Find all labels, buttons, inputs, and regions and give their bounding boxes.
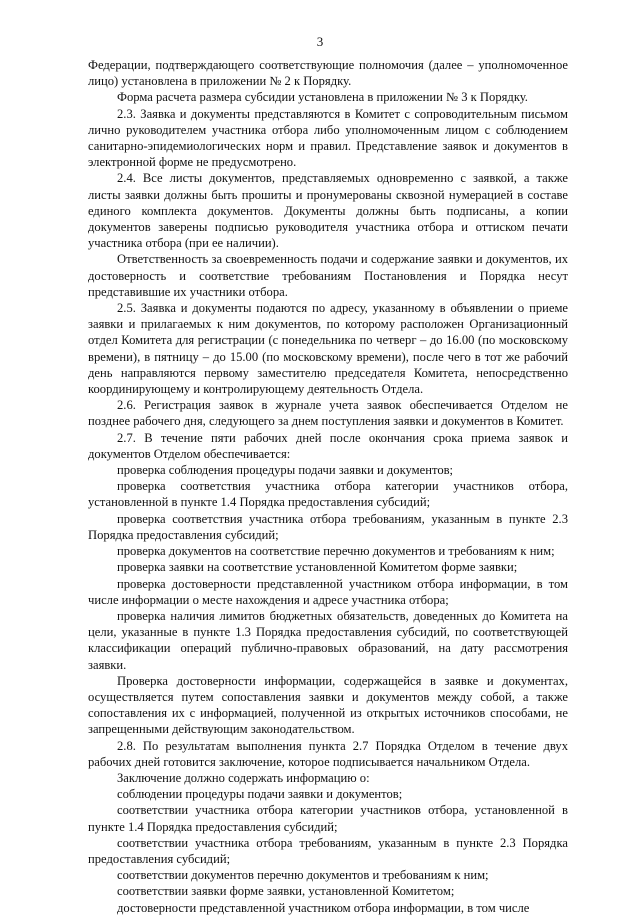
- list-item: соответствии участника отбора категории участников отбора, установленной в пункте 1.4 Порядка предоставления субсидий;: [88, 803, 568, 834]
- paragraph-2-8: 2.8. По результатам выполнения пункта 2.7 Порядка Отделом в течение двух рабочих дней готовится заключение, которое подписывается начальником Отдела.: [88, 738, 568, 769]
- paragraph-2-4: 2.4. Все листы документов, представляемых одновременно с заявкой, а также листы заявки должны быть прошиты и пронумерованы сквозной нумерацией в составе единого комплекта документов. Документы должны быть подписаны, а копии документов заверены подписью руководителя участника отбора и оттиском печати участника отбора (при ее наличии).: [88, 171, 568, 251]
- list-item: соответствии заявки форме заявки, установленной Комитетом;: [117, 884, 455, 899]
- list-item: соответствии участника отбора требованиям, указанным в пункте 2.3 Порядка предоставления субсидий;: [88, 835, 568, 866]
- list-item: проверка заявки на соответствие установленной Комитетом форме заявки;: [117, 560, 518, 575]
- paragraph-2-7: 2.7. В течение пяти рабочих дней после окончания срока приема заявок и документов Отделом обеспечивается:: [88, 430, 568, 461]
- list-item: проверка достоверности представленной участником отбора информации, в том числе информации о месте нахождения и адресе участника отбора;: [88, 576, 568, 607]
- list-item: проверка документов на соответствие перечню документов и требованиям к ним;: [117, 544, 555, 559]
- list-item: соблюдении процедуры подачи заявки и документов;: [117, 787, 403, 802]
- list-item: проверка соблюдения процедуры подачи заявки и документов;: [117, 463, 454, 478]
- list-item: проверка соответствия участника отбора требованиям, указанным в пункте 2.3 Порядка предоставления субсидий;: [88, 511, 568, 542]
- list-item: достоверности представленной участником отбора информации, в том числе: [117, 900, 530, 915]
- paragraph-2-5: 2.5. Заявка и документы подаются по адресу, указанному в объявлении о приеме заявки и прилагаемых к ним документов, по которому расположен Организационный отдел Комитета для регистрации (с понедельника по четверг – до 16.00 (по московскому времени), в пятницу – до 15.00 (по московскому времени), после чего в тот же рабочий день направляются первому заместителю председателя Комитета, непосредственно координирующему и контролирующему деятельность Отдела.: [88, 301, 568, 397]
- paragraph: Проверка достоверности информации, содержащейся в заявке и документах, осуществляется путем сопоставления заявки и документов между собой, а также сопоставления их с информацией, полученной из открытых источников способами, не запрещенными действующим законодательством.: [88, 673, 568, 737]
- paragraph: Заключение должно содержать информацию о:: [117, 770, 370, 785]
- page-number: 3: [316, 34, 324, 49]
- paragraph: Форма расчета размера субсидии установлена в приложении № 3 к Порядку.: [117, 90, 528, 105]
- paragraph-2-6: 2.6. Регистрация заявок в журнале учета заявок обеспечивается Отделом не позднее рабочего дня, следующего за днем поступления заявки и документов в Комитет.: [88, 398, 568, 429]
- document-body: [88, 57, 568, 916]
- list-item: соответствии документов перечню документов и требованиям к ним;: [117, 868, 489, 883]
- paragraph-continuation: Федерации, подтверждающего соответствующие полномочия (далее – уполномоченное лицо) установлена в приложении № 2 к Порядку.: [88, 58, 568, 89]
- list-item: проверка соответствия участника отбора категории участников отбора, установленной в пункте 1.4 Порядка предоставления субсидий;: [88, 479, 568, 510]
- paragraph-2-3: 2.3. Заявка и документы представляются в Комитет с сопроводительным письмом лично руководителем участника отбора либо уполномоченным лицом с соблюдением санитарно-эпидемиологических норм и правил. Представление заявок и документов в электронной форме не предусмотрено.: [88, 106, 568, 170]
- paragraph: Ответственность за своевременность подачи и содержание заявки и документов, их достоверность и соответствие требованиям Постановления и Порядка несут представившие их участники отбора.: [88, 252, 568, 299]
- list-item: проверка наличия лимитов бюджетных обязательств, доведенных до Комитета на цели, указанные в пункте 1.3 Порядка предоставления субсидий, по соответствующей классификации операций публично-правовых образований, на дату рассмотрения заявки.: [88, 608, 568, 672]
